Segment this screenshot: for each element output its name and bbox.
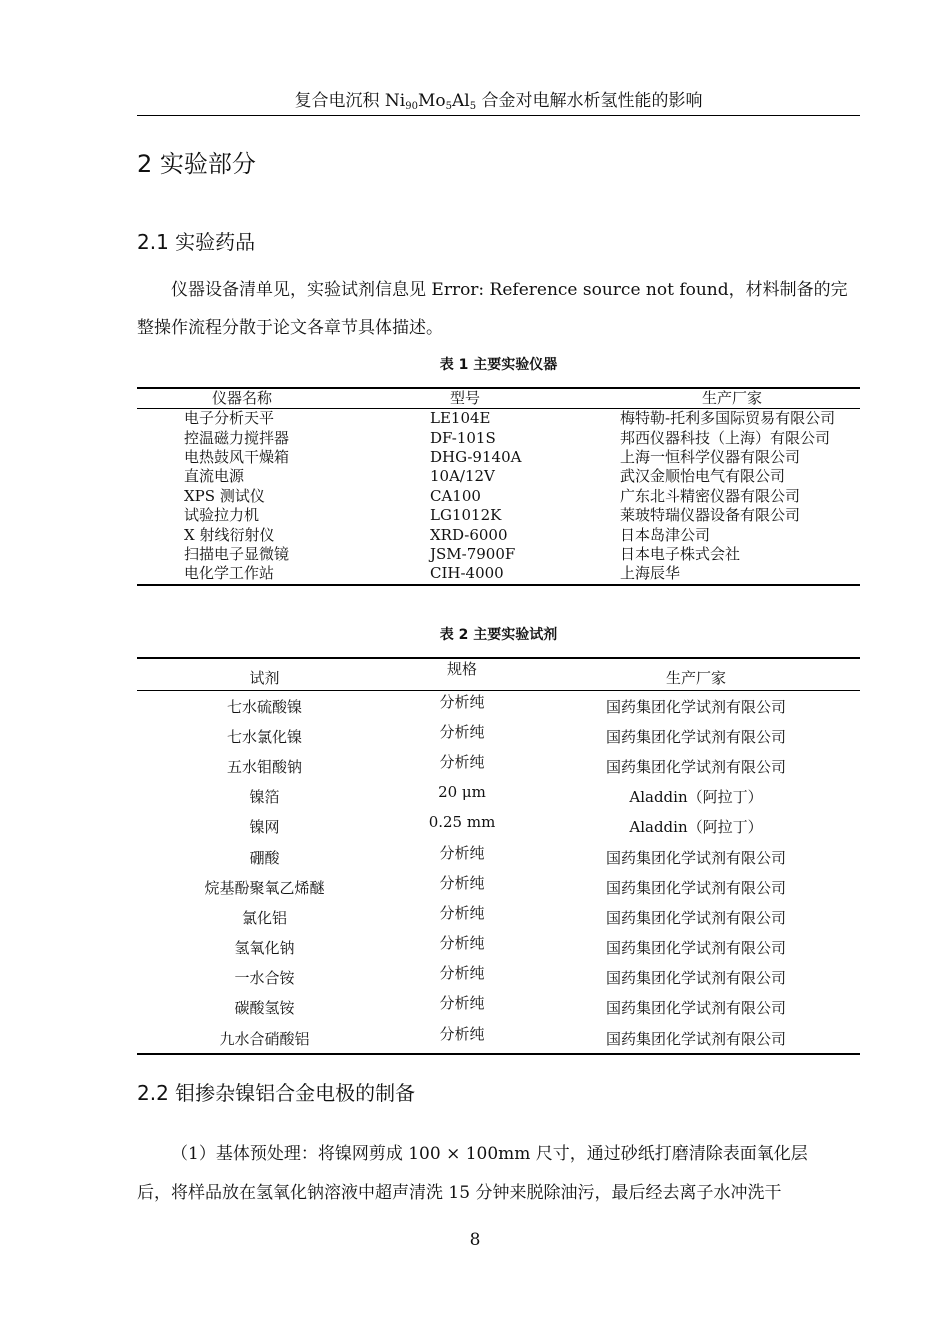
reagent-manufacturer: 国药集团化学试剂有限公司 — [605, 878, 786, 897]
instrument-manufacturer: 日本岛津公司 — [620, 525, 711, 544]
reagent-name: 一水合铵 — [234, 969, 295, 988]
instrument-model: 10A/12V — [430, 467, 495, 486]
reagent-manufacturer: 国药集团化学试剂有限公司 — [605, 908, 786, 927]
table-row — [137, 751, 860, 781]
section-title: 2 实验部分 — [137, 150, 256, 178]
table-row — [137, 525, 860, 544]
reagent-grade: 20 μm — [438, 782, 486, 801]
instrument-name: 电化学工作站 — [184, 564, 275, 583]
reagent-manufacturer: 国药集团化学试剂有限公司 — [605, 848, 786, 867]
table-row — [137, 933, 860, 963]
instrument-name: 电热鼓风干燥箱 — [184, 447, 290, 466]
reagent-manufacturer: 国药集团化学试剂有限公司 — [605, 1029, 786, 1048]
table-row — [137, 902, 860, 932]
reagent-name: 氢氧化钠 — [234, 939, 295, 958]
table2-caption: 表 2 主要实验试剂 — [439, 627, 558, 643]
instrument-manufacturer: 上海辰华 — [620, 564, 681, 583]
table-row — [137, 993, 860, 1023]
instrument-model: DF-101S — [430, 428, 496, 447]
table-row — [137, 812, 860, 842]
subsection-title-2-1: 2.1 实验药品 — [137, 230, 256, 254]
instrument-model: XRD-6000 — [430, 525, 508, 544]
page-number: 8 — [469, 1230, 481, 1250]
reagent-grade: 分析纯 — [439, 843, 485, 862]
reagent-grade: 分析纯 — [439, 903, 485, 922]
reagent-name: 烷基酚聚氧乙烯醚 — [204, 878, 325, 897]
reagent-grade: 分析纯 — [439, 752, 485, 771]
table1-caption: 表 1 主要实验仪器 — [439, 357, 558, 373]
reagent-manufacturer: 国药集团化学试剂有限公司 — [605, 999, 786, 1018]
table-header-row — [137, 658, 860, 691]
instrument-manufacturer: 武汉金顺怡电气有限公司 — [620, 467, 786, 486]
reagent-manufacturer: Aladdin（阿拉丁） — [629, 818, 763, 837]
header-text: Mo — [417, 91, 446, 111]
table-row — [137, 545, 860, 564]
table-row — [137, 428, 860, 447]
reagent-grade: 分析纯 — [439, 1024, 485, 1043]
reagent-grade: 分析纯 — [439, 934, 485, 953]
instrument-name: X 射线衍射仪 — [184, 525, 275, 544]
reagent-grade: 分析纯 — [439, 873, 485, 892]
instrument-name: 电子分析天平 — [184, 409, 275, 428]
reagent-manufacturer: 国药集团化学试剂有限公司 — [605, 697, 786, 716]
reagent-name: 七水硫酸镍 — [226, 697, 302, 716]
header-label: 生产厂家 — [665, 669, 726, 687]
column-header-reagent — [137, 658, 392, 691]
reagent-name: 七水氯化镍 — [226, 727, 302, 746]
table-row — [137, 487, 860, 506]
header-text: 合金对电解水析氢性能的影响 — [476, 91, 703, 111]
header-subscript: 5 — [445, 101, 452, 112]
header-subscript: 90 — [405, 101, 418, 112]
subsection-title-2-2: 2.2 钼掺杂镍铝合金电极的制备 — [137, 1081, 416, 1105]
column-header-manufacturer — [532, 658, 860, 691]
reagent-grade: 分析纯 — [439, 994, 485, 1013]
reagent-manufacturer: 国药集团化学试剂有限公司 — [605, 939, 786, 958]
reagent-table — [137, 657, 860, 1055]
reagent-name: 镍网 — [249, 818, 280, 837]
instrument-name: 控温磁力搅拌器 — [184, 428, 290, 447]
header-text: Al — [451, 91, 470, 111]
instrument-manufacturer: 广东北斗精密仪器有限公司 — [620, 486, 801, 505]
table-row — [137, 691, 860, 722]
reagent-grade: 分析纯 — [439, 964, 485, 983]
instrument-manufacturer: 上海一恒科学仪器有限公司 — [620, 447, 801, 466]
table-row — [137, 963, 860, 993]
table-row — [137, 782, 860, 812]
reagent-manufacturer: 国药集团化学试剂有限公司 — [605, 757, 786, 776]
intro-line-1: 仪器设备清单见，实验试剂信息见 Error: Reference source not found，材料制备的完 — [171, 280, 848, 300]
table-row — [137, 409, 860, 429]
step1-line-2: 后，将样品放在氢氧化钠溶液中超声清洗 15 分钟来脱除油污，最后经去离子水冲洗干 — [137, 1183, 782, 1203]
table-row — [137, 842, 860, 872]
table-row — [137, 721, 860, 751]
header-text: 复合电沉积 Ni — [294, 91, 406, 111]
instrument-manufacturer: 日本电子株式会社 — [620, 544, 741, 563]
table-row — [137, 448, 860, 467]
reagent-grade: 0.25 mm — [428, 812, 496, 831]
instrument-model: JSM-7900F — [430, 544, 516, 563]
table-row — [137, 1023, 860, 1054]
instrument-manufacturer: 莱玻特瑞仪器设备有限公司 — [620, 506, 801, 525]
reagent-manufacturer: Aladdin（阿拉丁） — [629, 788, 763, 807]
table-row — [137, 467, 860, 486]
header-label: 规格 — [446, 660, 477, 678]
column-header-grade — [392, 658, 532, 691]
reagent-grade: 分析纯 — [439, 722, 485, 741]
reagent-name: 九水合硝酸铝 — [219, 1029, 310, 1048]
reagent-grade: 分析纯 — [439, 692, 485, 711]
instrument-model: CA100 — [430, 486, 481, 505]
instrument-name: 试验拉力机 — [184, 506, 260, 525]
instrument-model: DHG-9140A — [430, 447, 522, 466]
reagent-name: 碳酸氢铵 — [234, 999, 295, 1018]
table-row — [137, 506, 860, 525]
reagent-name: 氯化铝 — [241, 908, 287, 927]
table-header-row — [137, 388, 860, 409]
table-row — [137, 872, 860, 902]
instrument-name: XPS 测试仪 — [184, 486, 265, 505]
reagent-manufacturer: 国药集团化学试剂有限公司 — [605, 727, 786, 746]
instrument-manufacturer: 梅特勒-托利多国际贸易有限公司 — [620, 409, 836, 428]
instrument-name: 直流电源 — [184, 467, 245, 486]
instrument-name: 扫描电子显微镜 — [184, 544, 290, 563]
column-header-model: 型号 — [430, 388, 620, 409]
instrument-manufacturer: 邦西仪器科技（上海）有限公司 — [620, 428, 831, 447]
instrument-model: LE104E — [430, 409, 491, 428]
header-rule — [137, 115, 860, 116]
instrument-model: LG1012K — [430, 506, 502, 525]
table-row — [137, 564, 860, 584]
header-subscript: 5 — [469, 101, 477, 112]
intro-line-2: 整操作流程分散于论文各章节具体描述。 — [137, 318, 443, 338]
running-header — [137, 90, 860, 112]
reagent-name: 五水钼酸钠 — [226, 757, 302, 776]
column-header-manufacturer: 生产厂家 — [620, 388, 860, 409]
reagent-manufacturer: 国药集团化学试剂有限公司 — [605, 969, 786, 988]
instrument-model: CIH-4000 — [430, 564, 504, 583]
reagent-name: 镍箔 — [249, 788, 280, 807]
instrument-table — [137, 387, 860, 586]
reagent-name: 硼酸 — [249, 848, 280, 867]
column-header-instrument: 仪器名称 — [137, 388, 430, 409]
step1-line-1: （1）基体预处理：将镍网剪成 100 × 100mm 尺寸，通过砂纸打磨清除表面氧化层 — [171, 1144, 808, 1164]
header-label: 试剂 — [249, 669, 280, 687]
